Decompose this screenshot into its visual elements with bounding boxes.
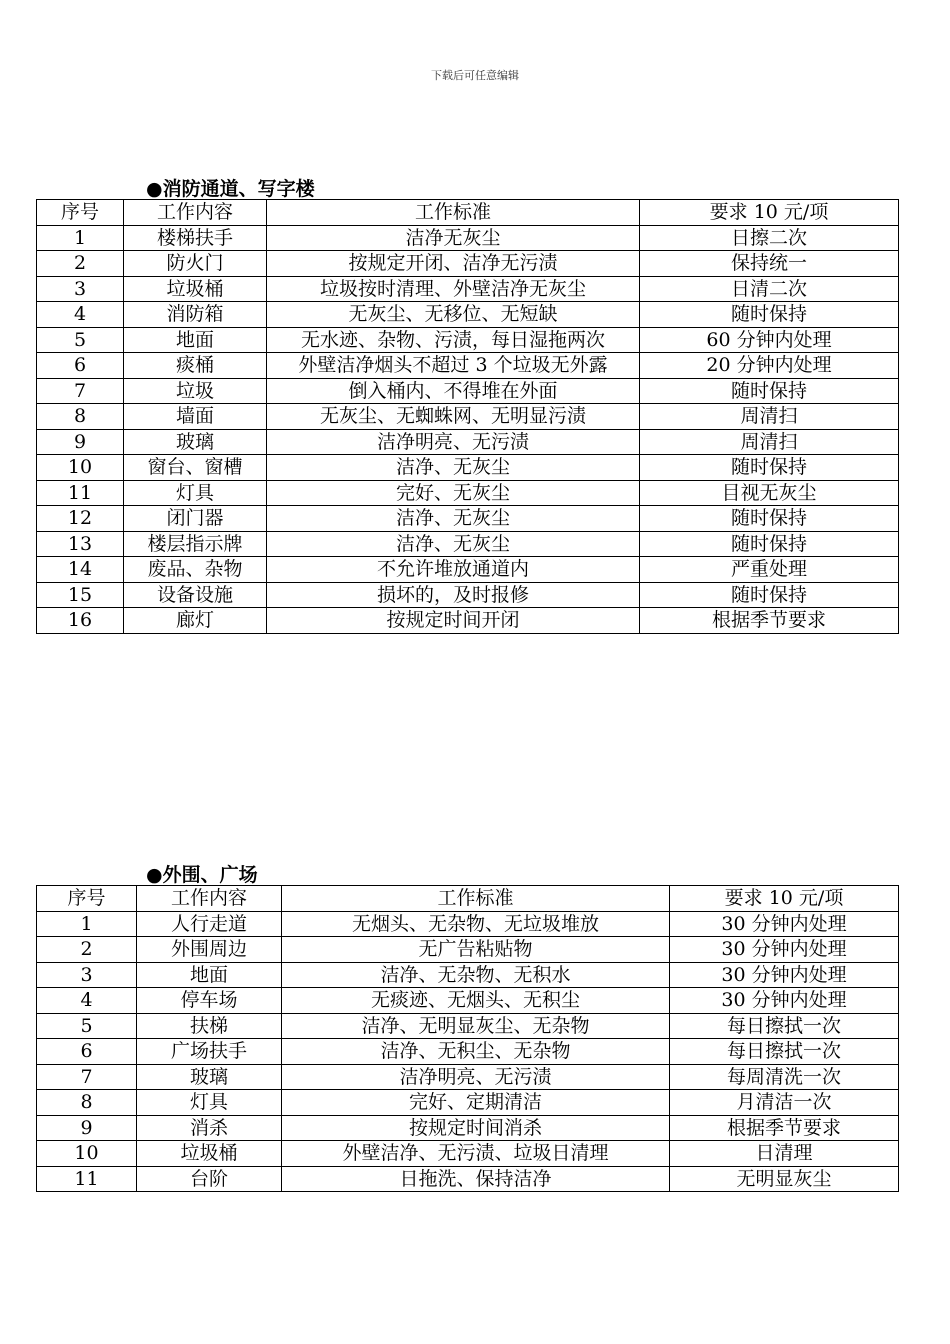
table-row — [37, 1166, 899, 1192]
table-cell: 7 — [37, 1064, 137, 1090]
table-cell: 保持统一 — [640, 251, 899, 277]
table-cell: 周清扫 — [640, 429, 899, 455]
table-row — [37, 353, 899, 379]
table-cell: 随时保持 — [640, 506, 899, 532]
table-row — [37, 531, 899, 557]
table-row — [37, 225, 899, 251]
column-header: 工作标准 — [267, 200, 640, 226]
table-header-row — [37, 886, 899, 912]
table-cell: 窗台、窗槽 — [124, 455, 267, 481]
table-cell: 外壁洁净、无污渍、垃圾日清理 — [282, 1141, 670, 1167]
table-row — [37, 404, 899, 430]
table-cell: 垃圾桶 — [137, 1141, 282, 1167]
table-cell: 灯具 — [137, 1090, 282, 1116]
table-cell: 洁净、无积尘、无杂物 — [282, 1039, 670, 1065]
table-row — [37, 1064, 899, 1090]
standards-table-outer-plaza — [36, 885, 899, 1192]
table-cell: 11 — [37, 480, 124, 506]
column-header: 工作标准 — [282, 886, 670, 912]
table-row — [37, 302, 899, 328]
table-cell: 无痰迹、无烟头、无积尘 — [282, 988, 670, 1014]
table-row — [37, 378, 899, 404]
table-row — [37, 276, 899, 302]
table-cell: 12 — [37, 506, 124, 532]
table-cell: 20 分钟内处理 — [640, 353, 899, 379]
table-cell: 30 分钟内处理 — [670, 988, 899, 1014]
table-row — [37, 455, 899, 481]
table-row — [37, 506, 899, 532]
column-header: 工作内容 — [124, 200, 267, 226]
table-body — [37, 886, 899, 1192]
table-cell: 日清二次 — [640, 276, 899, 302]
table-cell: 根据季节要求 — [670, 1115, 899, 1141]
table-cell: 9 — [37, 1115, 137, 1141]
table-row — [37, 937, 899, 963]
table-cell: 设备设施 — [124, 582, 267, 608]
table-row — [37, 962, 899, 988]
table-row — [37, 608, 899, 634]
table-cell: 停车场 — [137, 988, 282, 1014]
table-cell: 11 — [37, 1166, 137, 1192]
table-row — [37, 582, 899, 608]
table-cell: 广场扶手 — [137, 1039, 282, 1065]
table-cell: 2 — [37, 937, 137, 963]
column-header: 序号 — [37, 200, 124, 226]
table-cell: 随时保持 — [640, 582, 899, 608]
table-cell: 10 — [37, 455, 124, 481]
table-cell: 5 — [37, 327, 124, 353]
table-cell: 损坏的，及时报修 — [267, 582, 640, 608]
table-cell: 垃圾 — [124, 378, 267, 404]
table-cell: 8 — [37, 404, 124, 430]
table-cell: 消防箱 — [124, 302, 267, 328]
table-cell: 随时保持 — [640, 378, 899, 404]
table-cell: 台阶 — [137, 1166, 282, 1192]
table-cell: 随时保持 — [640, 302, 899, 328]
table-cell: 15 — [37, 582, 124, 608]
table-cell: 周清扫 — [640, 404, 899, 430]
table-cell: 1 — [37, 225, 124, 251]
column-header: 序号 — [37, 886, 137, 912]
table-cell: 每日擦拭一次 — [670, 1039, 899, 1065]
table-cell: 扶梯 — [137, 1013, 282, 1039]
table-cell: 外壁洁净烟头不超过 3 个垃圾无外露 — [267, 353, 640, 379]
column-header: 要求 10 元/项 — [670, 886, 899, 912]
table-cell: 洁净、无灰尘 — [267, 455, 640, 481]
table-cell: 洁净、无明显灰尘、无杂物 — [282, 1013, 670, 1039]
table-cell: 2 — [37, 251, 124, 277]
table-cell: 洁净无灰尘 — [267, 225, 640, 251]
table-cell: 楼梯扶手 — [124, 225, 267, 251]
table-row — [37, 911, 899, 937]
table-cell: 每周清洗一次 — [670, 1064, 899, 1090]
table-cell: 3 — [37, 276, 124, 302]
table-row — [37, 429, 899, 455]
table-cell: 30 分钟内处理 — [670, 962, 899, 988]
table-cell: 洁净明亮、无污渍 — [267, 429, 640, 455]
table-row — [37, 327, 899, 353]
table-cell: 廊灯 — [124, 608, 267, 634]
table-row — [37, 1039, 899, 1065]
table-row — [37, 480, 899, 506]
table-cell: 16 — [37, 608, 124, 634]
table-header-row — [37, 200, 899, 226]
table-cell: 无广告粘贴物 — [282, 937, 670, 963]
table-cell: 闭门器 — [124, 506, 267, 532]
table-row — [37, 251, 899, 277]
table-cell: 3 — [37, 962, 137, 988]
table-cell: 30 分钟内处理 — [670, 937, 899, 963]
table-cell: 每日擦拭一次 — [670, 1013, 899, 1039]
table-cell: 14 — [37, 557, 124, 583]
section-title-fire-passage: ●消防通道、写字楼 — [146, 178, 315, 200]
table-cell: 消杀 — [137, 1115, 282, 1141]
page-header-note: 下载后可任意编辑 — [431, 69, 519, 82]
section-title-outer-plaza: ●外围、广场 — [146, 864, 258, 886]
table-cell: 1 — [37, 911, 137, 937]
table-row — [37, 557, 899, 583]
table-cell: 6 — [37, 353, 124, 379]
column-header: 要求 10 元/项 — [640, 200, 899, 226]
table-cell: 根据季节要求 — [640, 608, 899, 634]
table-row — [37, 988, 899, 1014]
table-cell: 不允许堆放通道内 — [267, 557, 640, 583]
table-cell: 随时保持 — [640, 531, 899, 557]
table-cell: 8 — [37, 1090, 137, 1116]
table-cell: 无明显灰尘 — [670, 1166, 899, 1192]
table-cell: 月清洁一次 — [670, 1090, 899, 1116]
table-cell: 洁净明亮、无污渍 — [282, 1064, 670, 1090]
table-cell: 垃圾按时清理、外壁洁净无灰尘 — [267, 276, 640, 302]
table-cell: 10 — [37, 1141, 137, 1167]
table-cell: 无烟头、无杂物、无垃圾堆放 — [282, 911, 670, 937]
table-cell: 墙面 — [124, 404, 267, 430]
table-cell: 4 — [37, 302, 124, 328]
table-cell: 楼层指示牌 — [124, 531, 267, 557]
table-cell: 日擦二次 — [640, 225, 899, 251]
table-cell: 无水迹、杂物、污渍，每日湿拖两次 — [267, 327, 640, 353]
table-cell: 9 — [37, 429, 124, 455]
table-cell: 按规定时间消杀 — [282, 1115, 670, 1141]
table-cell: 5 — [37, 1013, 137, 1039]
table-cell: 随时保持 — [640, 455, 899, 481]
table-body — [37, 200, 899, 634]
table-cell: 7 — [37, 378, 124, 404]
table-cell: 按规定时间开闭 — [267, 608, 640, 634]
table-cell: 日拖洗、保持洁净 — [282, 1166, 670, 1192]
table-cell: 倒入桶内、不得堆在外面 — [267, 378, 640, 404]
table-cell: 玻璃 — [124, 429, 267, 455]
table-cell: 目视无灰尘 — [640, 480, 899, 506]
table-cell: 60 分钟内处理 — [640, 327, 899, 353]
table-cell: 洁净、无灰尘 — [267, 531, 640, 557]
table-cell: 无灰尘、无移位、无短缺 — [267, 302, 640, 328]
table-cell: 严重处理 — [640, 557, 899, 583]
table-cell: 完好、无灰尘 — [267, 480, 640, 506]
table-cell: 日清理 — [670, 1141, 899, 1167]
table-cell: 4 — [37, 988, 137, 1014]
table-cell: 洁净、无杂物、无积水 — [282, 962, 670, 988]
table-cell: 灯具 — [124, 480, 267, 506]
table-cell: 地面 — [124, 327, 267, 353]
table-cell: 玻璃 — [137, 1064, 282, 1090]
table-cell: 30 分钟内处理 — [670, 911, 899, 937]
table-cell: 垃圾桶 — [124, 276, 267, 302]
table-cell: 洁净、无灰尘 — [267, 506, 640, 532]
table-row — [37, 1013, 899, 1039]
table-cell: 外围周边 — [137, 937, 282, 963]
table-cell: 地面 — [137, 962, 282, 988]
table-cell: 痰桶 — [124, 353, 267, 379]
standards-table-fire-passage — [36, 199, 899, 634]
table-cell: 13 — [37, 531, 124, 557]
table-row — [37, 1141, 899, 1167]
table-cell: 人行走道 — [137, 911, 282, 937]
column-header: 工作内容 — [137, 886, 282, 912]
table-row — [37, 1115, 899, 1141]
table-cell: 6 — [37, 1039, 137, 1065]
table-cell: 废品、杂物 — [124, 557, 267, 583]
table-row — [37, 1090, 899, 1116]
table-cell: 防火门 — [124, 251, 267, 277]
table-cell: 完好、定期清洁 — [282, 1090, 670, 1116]
table-cell: 按规定开闭、洁净无污渍 — [267, 251, 640, 277]
table-cell: 无灰尘、无蜘蛛网、无明显污渍 — [267, 404, 640, 430]
